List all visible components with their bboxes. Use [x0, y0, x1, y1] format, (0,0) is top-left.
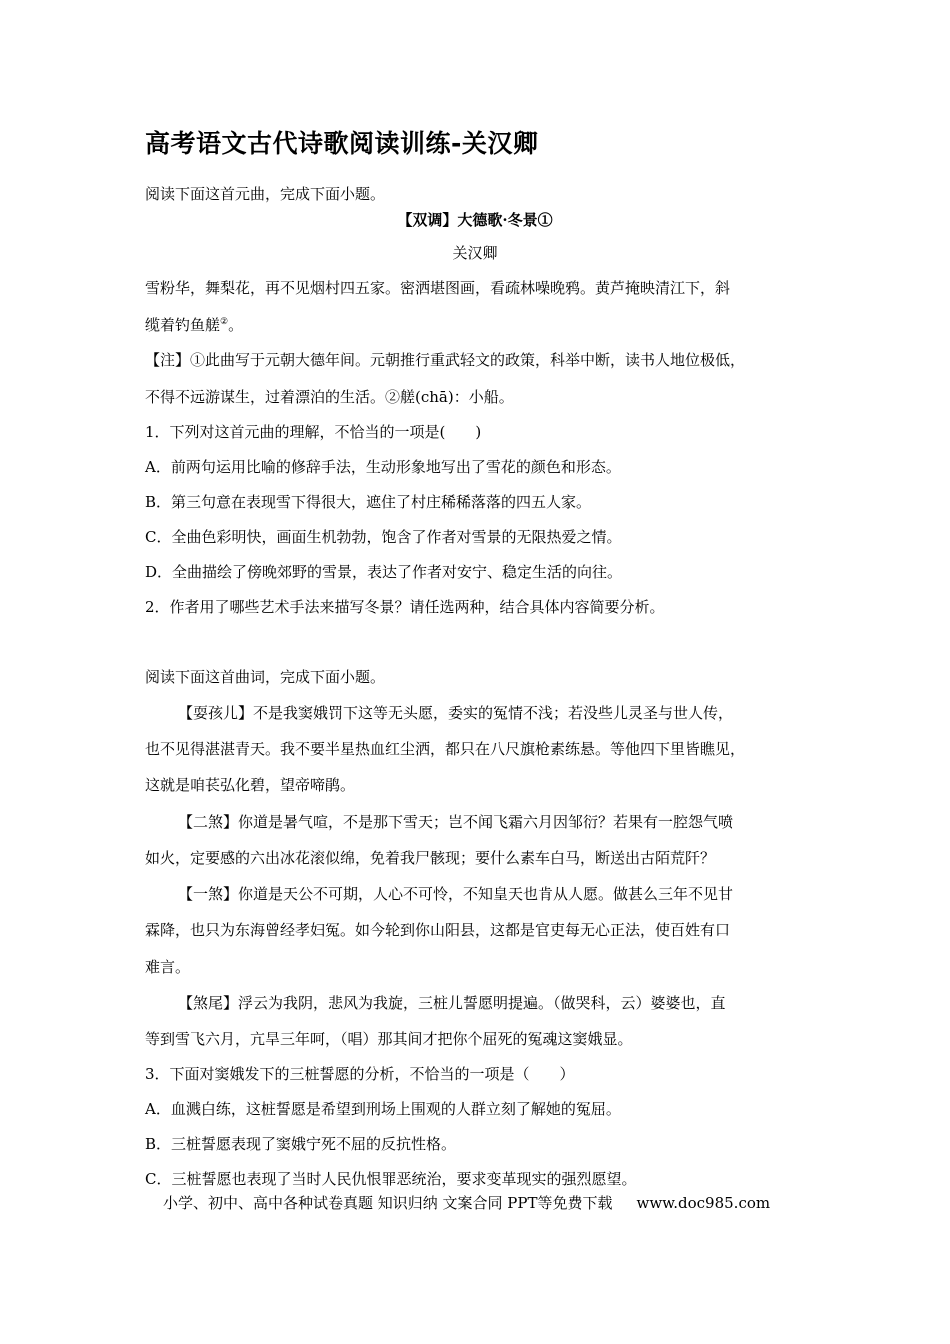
footnote-marker: ② [220, 317, 229, 327]
question-3-option-b: B．三桩誓愿表现了窦娥宁死不屈的反抗性格。 [145, 1135, 457, 1153]
poem-line-1: 雪粉华，舞梨花，再不见烟村四五家。密洒堪图画，看疏林噪晚鸦。黄芦掩映清江下，斜 [145, 279, 731, 297]
poem-line-2-text: 缆着钓鱼艖 [145, 316, 221, 334]
poem-line-2 [145, 315, 243, 335]
passage-p3-line-1: 【一煞】你道是天公不可期，人心不可怜，不知皇天也肯从人愿。做甚么三年不见甘 [178, 885, 734, 903]
passage-p1-line-1: 【耍孩儿】不是我窦娥罚下这等无头愿，委实的冤情不浅；若没些儿灵圣与世人传， [178, 704, 734, 722]
page-footer [163, 1192, 770, 1213]
passage-p3-line-3: 难言。 [145, 958, 191, 976]
note-line-2: 不得不远游谋生，过着漂泊的生活。②艖(chā)：小船。 [145, 388, 514, 406]
question-1-option-c: C．全曲色彩明快，画面生机勃勃，饱含了作者对雪景的无限热爱之情。 [145, 528, 622, 546]
section1-intro: 阅读下面这首元曲，完成下面小题。 [145, 185, 386, 203]
passage-p4-line-2: 等到雪飞六月，亢旱三年呵，（唱）那其间才把你个屈死的冤魂这窦娥显。 [145, 1030, 633, 1048]
question-3-option-a: A．血溅白练，这桩誓愿是希望到刑场上围观的人群立刻了解她的冤屈。 [145, 1100, 621, 1118]
question-1-option-d: D．全曲描绘了傍晚郊野的雪景，表达了作者对安宁、稳定生活的向往。 [145, 563, 623, 581]
poem-author: 关汉卿 [452, 244, 498, 262]
passage-p4-line-1: 【煞尾】浮云为我阴，悲风为我旋，三桩儿誓愿明提遍。（做哭科，云）婆婆也，直 [178, 994, 726, 1012]
question-2: 2．作者用了哪些艺术手法来描写冬景？请任选两种，结合具体内容简要分析。 [145, 598, 665, 616]
question-1-option-a: A．前两句运用比喻的修辞手法，生动形象地写出了雪花的颜色和形态。 [145, 458, 621, 476]
passage-p1-line-3: 这就是咱苌弘化碧，望帝啼鹃。 [145, 776, 356, 794]
question-3-option-c: C．三桩誓愿也表现了当时人民仇恨罪恶统治，要求变革现实的强烈愿望。 [145, 1170, 637, 1188]
question-1-option-b: B．第三句意在表现雪下得很大，遮住了村庄稀稀落落的四五人家。 [145, 493, 592, 511]
question-1: 1．下列对这首元曲的理解，不恰当的一项是( ) [145, 423, 482, 441]
passage-p2-line-2: 如火，定要感的六出冰花滚似绵，免着我尸骸现；要什么素车白马，断送出古陌荒阡？ [145, 849, 716, 867]
section2-intro: 阅读下面这首曲词，完成下面小题。 [145, 668, 386, 686]
passage-p1-line-2: 也不见得湛湛青天。我不要半星热血红尘洒，都只在八尺旗枪素练悬。等他四下里皆瞧见， [145, 740, 746, 758]
passage-p2-line-1: 【二煞】你道是暑气喧，不是那下雪天；岂不闻飞霜六月因邹衍？若果有一腔怨气喷 [178, 813, 734, 831]
poem-title: 【双调】大德歌·冬景① [397, 211, 553, 229]
question-3: 3．下面对窦娥发下的三桩誓愿的分析，不恰当的一项是（ ） [145, 1065, 575, 1083]
footer-url[interactable]: www.doc985.com [636, 1194, 771, 1212]
passage-p3-line-2: 霖降，也只为东海曾经孝妇冤。如今轮到你山阳县，这都是官吏每无心正法，使百姓有口 [145, 921, 731, 939]
poem-line-2-end: 。 [228, 316, 244, 334]
note-line-1: 【注】①此曲写于元朝大德年间。元朝推行重武轻文的政策，科举中断，读书人地位极低， [145, 351, 746, 369]
footer-text: 小学、初中、高中各种试卷真题 知识归纳 文案合同 PPT等免费下载 [163, 1194, 613, 1212]
page-title: 高考语文古代诗歌阅读训练-关汉卿 [145, 129, 539, 158]
